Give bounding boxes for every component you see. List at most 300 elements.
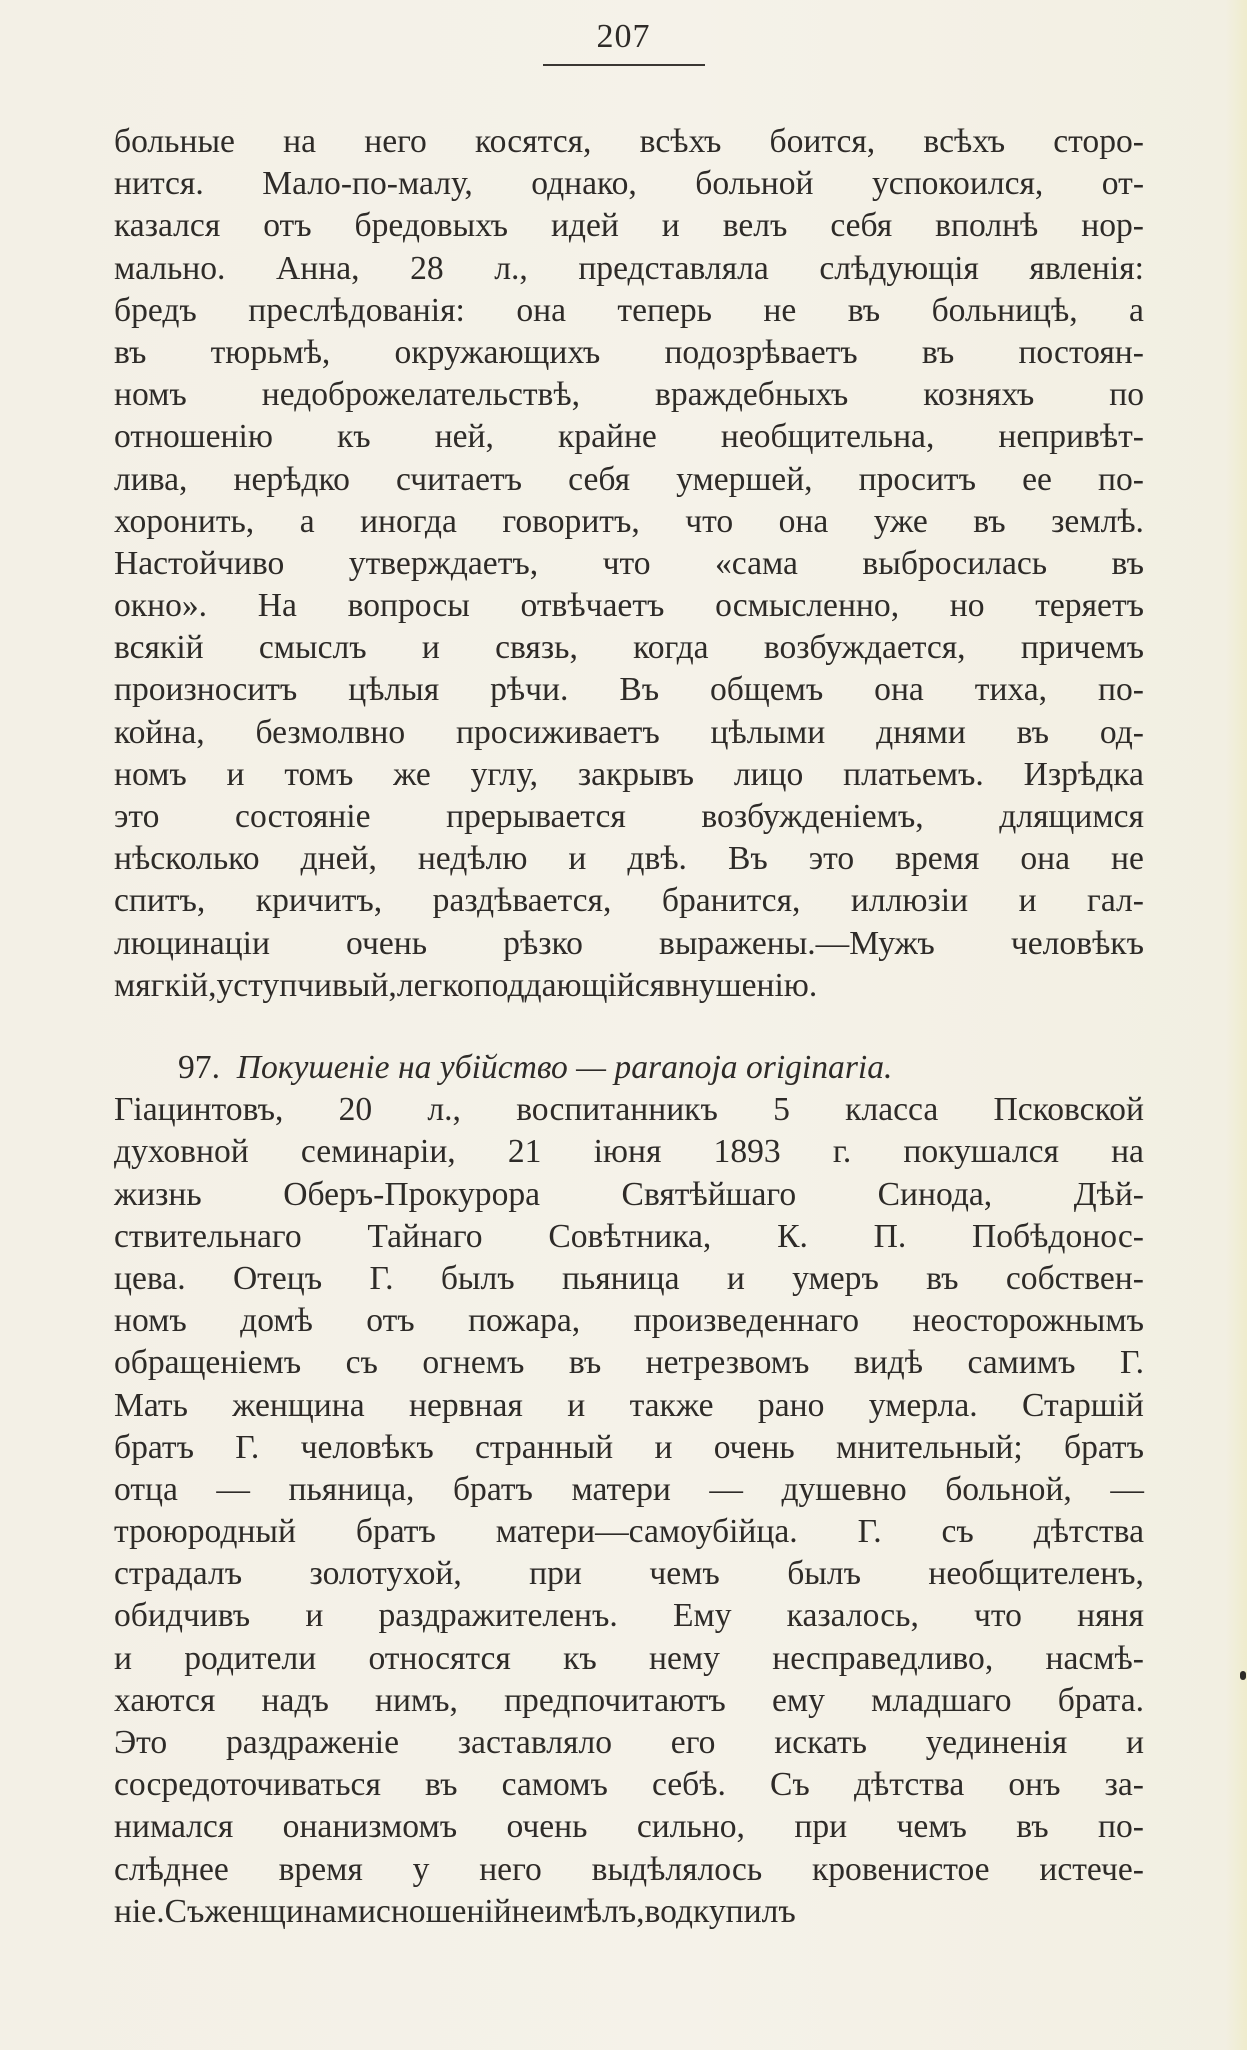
word: предпочитаютъ	[504, 1681, 726, 1719]
word: духовной	[114, 1133, 249, 1171]
text-line	[114, 1849, 1144, 1891]
word: относятся	[368, 1639, 511, 1677]
word: раздраженiе	[225, 1724, 399, 1761]
margin-ink-mark	[1240, 1671, 1246, 1680]
word: не	[1111, 840, 1144, 878]
word: мально.	[114, 249, 226, 287]
word: матери	[571, 1470, 671, 1508]
word: въ	[114, 333, 147, 371]
word: водку	[644, 1892, 726, 1930]
word: и	[568, 840, 587, 878]
text-line	[114, 459, 1144, 501]
word: женщина	[232, 1386, 365, 1424]
word: истече-	[1039, 1850, 1144, 1888]
word: враждебныхъ	[655, 376, 849, 414]
text-line	[114, 205, 1144, 247]
word: въ	[921, 333, 955, 371]
word: всѣхъ	[639, 123, 722, 160]
word: имѣлъ,	[544, 1892, 645, 1930]
word: 20	[338, 1091, 373, 1129]
word: за-	[1104, 1766, 1144, 1804]
word: чемъ	[896, 1808, 967, 1846]
header-rule	[543, 64, 705, 66]
word: Дѣй-	[1073, 1175, 1144, 1213]
word: казалось,	[786, 1597, 919, 1635]
word: пьяница	[561, 1259, 680, 1297]
word: семинарiи,	[300, 1133, 456, 1171]
text-line	[114, 290, 1144, 332]
word: въ	[568, 1344, 602, 1382]
word: она	[874, 671, 924, 709]
word: по-	[1098, 1808, 1144, 1846]
word: 1893	[713, 1133, 781, 1171]
word: од-	[1099, 713, 1144, 751]
word: братъ	[355, 1513, 436, 1551]
word: казался	[114, 207, 221, 245]
word: него	[479, 1850, 542, 1888]
word: возбуждается,	[763, 629, 966, 667]
word: отъ	[263, 207, 312, 245]
word: люцинацiи	[114, 924, 270, 962]
word: тиха,	[974, 671, 1048, 709]
word: всѣхъ	[923, 123, 1006, 160]
word: койна,	[114, 713, 205, 751]
word: Г.	[235, 1428, 260, 1466]
word: его	[670, 1724, 716, 1761]
word: велъ	[722, 207, 788, 245]
text-line	[114, 669, 1144, 711]
word: Гiацинтовъ,	[114, 1091, 284, 1129]
text-line	[114, 248, 1144, 290]
text-line	[114, 1806, 1144, 1848]
word: дѣтства	[853, 1766, 965, 1804]
word: больные	[114, 123, 235, 160]
word: матери—самоубiйца.	[495, 1513, 798, 1551]
word: въ	[1111, 544, 1144, 582]
word: углу,	[470, 755, 539, 793]
text-line	[114, 1764, 1144, 1806]
word: не	[511, 1892, 545, 1930]
word: заставляло	[457, 1724, 612, 1761]
word: бредовыхъ	[354, 207, 509, 245]
text-line	[114, 163, 1144, 205]
word: а	[299, 502, 315, 540]
word: крайне	[557, 418, 657, 456]
word: чемъ	[649, 1555, 720, 1593]
word: Въ	[619, 671, 660, 709]
word: отъ	[366, 1302, 415, 1340]
word: теперь	[617, 291, 712, 329]
word: иногда	[360, 502, 457, 540]
word: Оберъ-Прокурора	[283, 1175, 541, 1213]
word: воспитанникъ	[516, 1091, 718, 1129]
word: былъ	[787, 1555, 861, 1593]
word: цѣлыя	[348, 671, 440, 709]
word: нимался	[114, 1808, 234, 1846]
word: себя	[568, 460, 631, 498]
word: она	[778, 502, 829, 540]
word: но	[949, 587, 985, 625]
text-line	[114, 332, 1144, 374]
text-line	[114, 543, 1144, 585]
word: умершей,	[676, 460, 813, 498]
word: она	[1020, 840, 1071, 878]
word: —	[709, 1470, 743, 1508]
word: от-	[1101, 165, 1144, 203]
word: человѣкъ	[300, 1428, 434, 1466]
text-line	[114, 1469, 1144, 1511]
word: не	[763, 291, 797, 329]
text-line	[114, 1553, 1144, 1595]
word: и	[226, 755, 245, 793]
word: отца	[114, 1470, 178, 1508]
word: братъ	[1063, 1428, 1144, 1466]
word: дѣтства	[1033, 1513, 1144, 1551]
word: цева.	[114, 1259, 186, 1297]
word: Изрѣдка	[1023, 755, 1144, 793]
word: —	[216, 1470, 250, 1508]
word: Побѣдонос-	[972, 1217, 1144, 1255]
word: всякiй	[114, 629, 204, 667]
word: смыслъ	[258, 629, 367, 667]
word: произведеннаго	[633, 1302, 860, 1340]
word: подозрѣваетъ	[664, 333, 858, 371]
word: что	[974, 1597, 1022, 1635]
word: несправедливо,	[772, 1639, 994, 1677]
word: хоронить,	[114, 502, 255, 540]
text-line	[114, 1511, 1144, 1553]
word: безмолвно	[255, 713, 406, 751]
word: неосторожнымъ	[912, 1302, 1144, 1340]
word: уступчивый,	[216, 966, 397, 1004]
word: бредъ	[114, 291, 197, 329]
word: же	[393, 755, 431, 793]
word: него	[364, 123, 427, 160]
word: выражены.—Мужъ	[658, 924, 935, 962]
text-line	[114, 1131, 1144, 1173]
word: Въ	[727, 840, 768, 878]
word: состоянiе	[235, 798, 371, 835]
word: родители	[184, 1639, 317, 1677]
word: умерла.	[868, 1386, 978, 1424]
word: на	[1111, 1133, 1144, 1171]
word: сношенiй	[375, 1892, 512, 1930]
word: iюня	[593, 1133, 662, 1171]
word: больницѣ,	[931, 291, 1078, 329]
text-line	[114, 1385, 1144, 1427]
word: самомъ	[501, 1766, 608, 1804]
text-line	[114, 374, 1144, 416]
word: нiе.	[114, 1892, 165, 1930]
word: Настойчиво	[114, 544, 285, 582]
word: кровенистое	[811, 1850, 990, 1888]
word: раздражителенъ.	[378, 1597, 618, 1635]
word: въ	[1016, 1808, 1049, 1846]
word: сосредоточиваться	[114, 1766, 381, 1804]
word: самимъ	[967, 1344, 1076, 1382]
word: Тайнаго	[367, 1217, 483, 1255]
word: и	[421, 629, 440, 667]
case-heading-line	[114, 1047, 1144, 1089]
word: дней,	[300, 840, 377, 878]
text-line	[114, 796, 1144, 838]
word: при	[794, 1808, 848, 1846]
word: при	[529, 1555, 582, 1593]
word: страдалъ	[114, 1555, 243, 1593]
word: 5	[773, 1091, 790, 1129]
word: и	[114, 1639, 132, 1677]
word: нор-	[1081, 207, 1144, 245]
word: ее	[1022, 460, 1052, 498]
word: теряетъ	[1035, 587, 1144, 625]
word: рѣчи.	[490, 671, 569, 709]
word: слѣднее	[114, 1850, 229, 1888]
word: спитъ,	[114, 882, 206, 920]
word: она	[516, 291, 566, 329]
word: Это	[114, 1724, 168, 1761]
paragraph-case-97	[114, 1047, 1144, 1933]
page-number: 207	[596, 18, 651, 55]
word: пилъ	[725, 1892, 796, 1930]
word: больной,	[945, 1470, 1072, 1508]
word: женщинами	[204, 1892, 376, 1930]
text-line	[114, 1216, 1144, 1258]
word: сильно,	[636, 1808, 745, 1846]
paragraph-continued	[114, 121, 1144, 1007]
word: когда	[633, 629, 709, 667]
word: видѣ	[853, 1344, 923, 1382]
word: Г.	[369, 1259, 394, 1297]
word: огнемъ	[422, 1344, 525, 1382]
word: къ	[336, 418, 371, 456]
text-line	[114, 754, 1144, 796]
word: уже	[873, 502, 928, 540]
word: по-	[1097, 671, 1144, 709]
word: успокоился,	[872, 165, 1044, 203]
word: отвѣчаетъ	[520, 587, 665, 625]
word: представляла	[578, 249, 769, 287]
text-line	[114, 1680, 1144, 1722]
word: постоян-	[1018, 333, 1144, 371]
text-line	[114, 1638, 1144, 1680]
word: выдѣлялось	[591, 1850, 763, 1888]
word: братъ	[452, 1470, 533, 1508]
word: платьемъ.	[843, 755, 984, 793]
word: Съ	[770, 1766, 810, 1804]
word: общемъ	[710, 671, 824, 709]
text-line	[114, 1089, 1144, 1131]
text-line	[114, 880, 1144, 922]
word: хаются	[114, 1681, 216, 1719]
word: себѣ.	[651, 1766, 726, 1804]
word: землѣ.	[1051, 502, 1144, 540]
word: мягкiй,	[114, 966, 217, 1004]
word: боится,	[769, 123, 876, 160]
text-line	[114, 712, 1144, 754]
word: Мало-по-малу,	[262, 165, 473, 203]
word: пожара,	[468, 1302, 581, 1340]
word: двѣ.	[627, 840, 687, 878]
word: насмѣ-	[1045, 1639, 1144, 1677]
word: очень	[506, 1808, 588, 1846]
word: по	[1109, 376, 1144, 414]
text-line	[114, 585, 1144, 627]
word: Г.	[1119, 1344, 1144, 1382]
word: няня	[1077, 1597, 1144, 1635]
word: днями	[876, 713, 966, 751]
word: поддающiйся	[473, 966, 666, 1004]
word: г.	[832, 1133, 852, 1171]
word: человѣкъ	[1010, 924, 1144, 962]
word: раздѣвается,	[432, 882, 612, 920]
word: Анна,	[276, 249, 360, 287]
word: былъ	[440, 1259, 515, 1297]
word: собствен-	[1005, 1259, 1144, 1297]
word: что	[602, 544, 651, 582]
word: это	[808, 840, 855, 878]
word: и	[726, 1259, 745, 1297]
word: Г.	[857, 1513, 882, 1551]
word: окружающихъ	[394, 333, 601, 371]
word: считаетъ	[396, 460, 523, 498]
word: необщителенъ,	[928, 1555, 1144, 1593]
word: преслѣдованія:	[248, 291, 465, 329]
word: съ	[941, 1513, 974, 1551]
word: окно».	[114, 587, 208, 625]
word: братъ	[114, 1428, 194, 1466]
word: мнительный;	[836, 1428, 1023, 1466]
word: брата.	[1057, 1681, 1144, 1719]
word: проситъ	[858, 460, 976, 498]
text-line	[114, 1595, 1144, 1637]
word: причемъ	[1020, 629, 1144, 667]
word: связь,	[495, 629, 578, 667]
word: нерѣдко	[233, 460, 350, 498]
word: а	[1129, 291, 1144, 329]
word: уединенiя	[925, 1724, 1068, 1761]
word: —	[1110, 1470, 1144, 1508]
word: у	[412, 1850, 430, 1888]
word: козняхъ	[923, 376, 1035, 414]
word: необщительна,	[720, 418, 935, 456]
word: и	[1126, 1724, 1144, 1761]
word: цѣлыми	[710, 713, 826, 751]
word: слѣдующія	[819, 249, 979, 287]
word: идей	[550, 207, 619, 245]
word: Ему	[672, 1597, 732, 1635]
word: лицо	[733, 755, 804, 793]
word: онъ	[1008, 1766, 1061, 1804]
word: покушался	[903, 1133, 1059, 1171]
word: рано	[757, 1386, 825, 1424]
word: л.,	[494, 249, 528, 287]
word: ствительнаго	[114, 1217, 302, 1255]
word: троюродный	[114, 1513, 296, 1551]
word: просиживаетъ	[456, 713, 660, 751]
word: класса	[845, 1091, 939, 1129]
word: нему	[649, 1639, 720, 1677]
word: нимъ,	[374, 1681, 458, 1719]
word: время	[895, 840, 980, 878]
word: больной	[695, 165, 814, 203]
word: онанизмомъ	[282, 1808, 458, 1846]
word: томъ	[284, 755, 354, 793]
word: золотухой,	[309, 1555, 462, 1593]
word: время	[278, 1850, 363, 1888]
word: въ	[926, 1259, 959, 1297]
word: бранится,	[661, 882, 801, 920]
word: осмысленно,	[715, 587, 900, 625]
word: и	[1018, 882, 1037, 920]
case-number: 97.	[178, 1049, 220, 1086]
word: въ	[847, 291, 881, 329]
word: съ	[345, 1344, 378, 1382]
word: номъ	[114, 376, 187, 414]
word: номъ	[114, 755, 187, 793]
word: П.	[873, 1217, 907, 1255]
word: къ	[563, 1639, 597, 1677]
word: Отецъ	[232, 1259, 323, 1297]
word: возбужденiемъ,	[701, 798, 924, 835]
word: 21	[507, 1133, 542, 1171]
word: длящимся	[999, 798, 1144, 835]
text-line	[114, 1722, 1144, 1764]
word: Синода,	[877, 1175, 993, 1213]
word: очень	[346, 924, 428, 962]
word: по-	[1097, 460, 1144, 498]
case-heading: Покушенiе на убiйство — paranoja originaria.	[236, 1049, 893, 1086]
text-line	[114, 501, 1144, 543]
word: нится.	[114, 165, 204, 203]
word: Мать	[114, 1386, 188, 1424]
word: въ	[425, 1766, 458, 1804]
page-edge-shading	[1225, 0, 1247, 2050]
word: рѣзко	[503, 924, 583, 962]
word: младшаго	[871, 1681, 1012, 1719]
word: косятся,	[475, 123, 592, 160]
text-line	[114, 838, 1144, 880]
word: произноситъ	[114, 671, 298, 709]
word: жизнь	[114, 1175, 202, 1213]
word: и	[305, 1597, 324, 1635]
word: Псковской	[993, 1091, 1144, 1129]
text-line	[114, 627, 1144, 669]
word: говоритъ,	[502, 502, 640, 540]
word: надъ	[261, 1681, 329, 1719]
word: внушенiю.	[665, 966, 818, 1004]
word: въ	[1016, 713, 1050, 751]
word: На	[257, 587, 297, 625]
word: ней,	[434, 418, 494, 456]
word: прерывается	[446, 798, 626, 835]
word: отношенiю	[114, 418, 273, 456]
word: и	[654, 1428, 673, 1466]
word: и	[661, 207, 680, 245]
word: обращенiемъ	[114, 1344, 302, 1382]
word: себя	[830, 207, 893, 245]
text-line	[114, 416, 1144, 458]
word: умеръ	[792, 1259, 879, 1297]
word: вполнѣ	[935, 207, 1039, 245]
word: однако,	[531, 165, 637, 203]
word: Съ	[164, 1892, 205, 1930]
text-line	[114, 923, 1144, 965]
word: нѣсколько	[114, 840, 260, 878]
text-line	[114, 1342, 1144, 1384]
word: явленія:	[1029, 249, 1144, 287]
text-line	[114, 1427, 1144, 1469]
word: «сама	[715, 544, 798, 582]
